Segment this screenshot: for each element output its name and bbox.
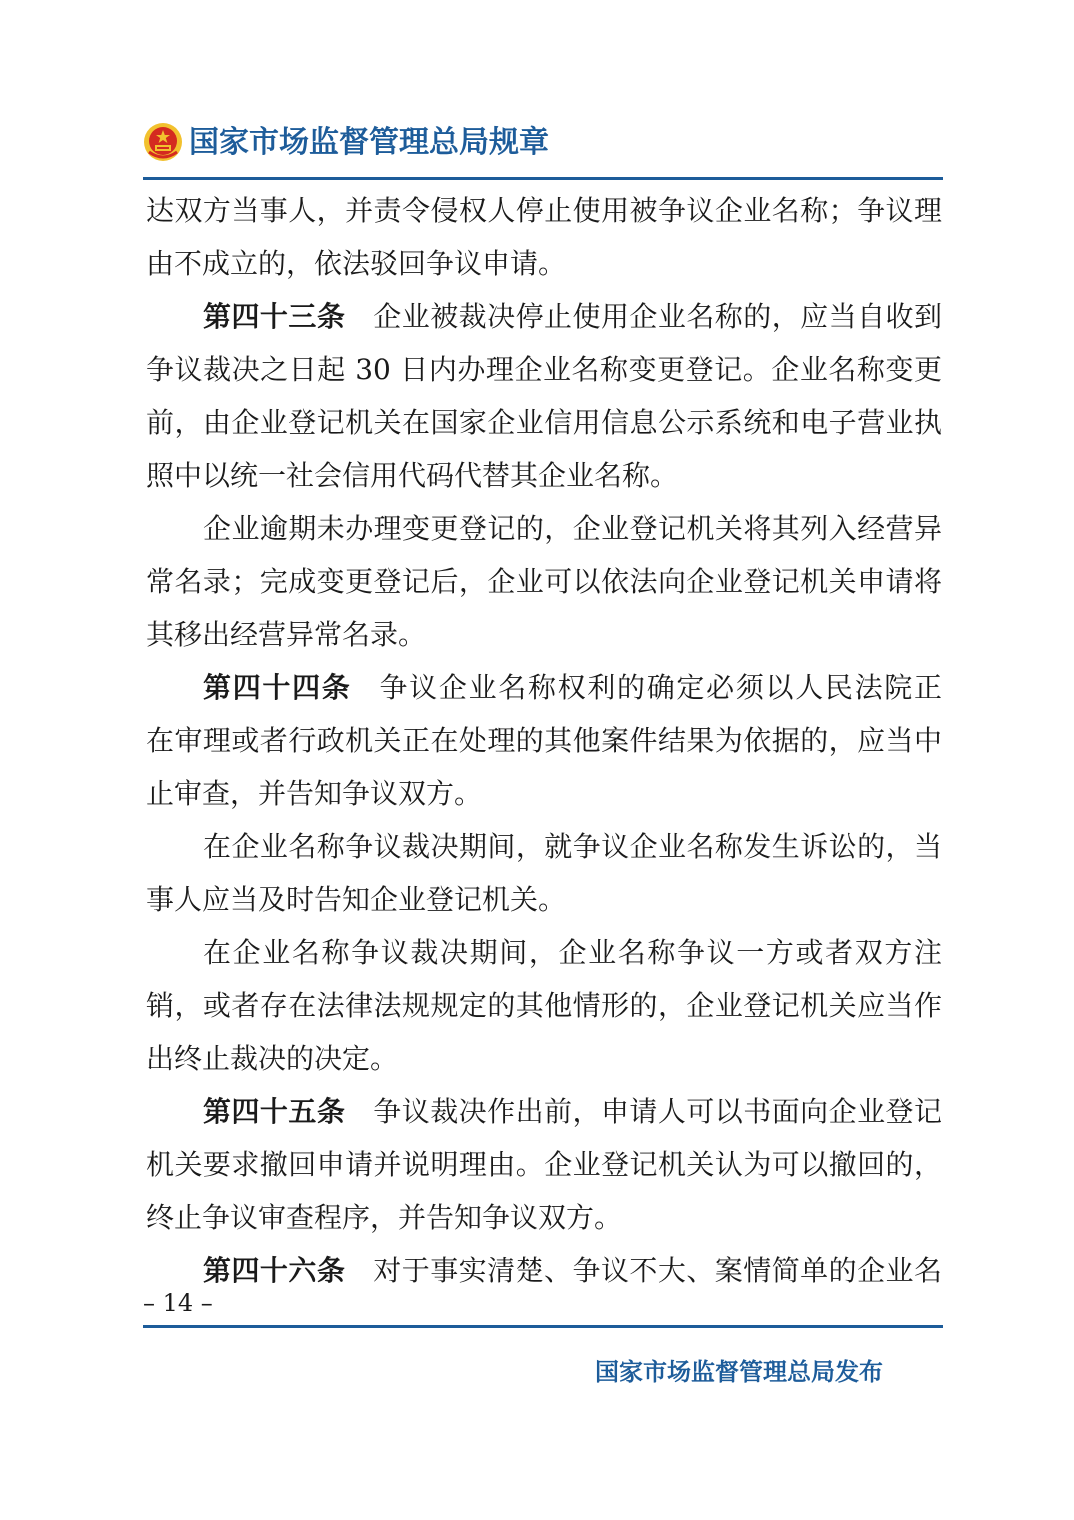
text-line: 出终止裁决的决定。 xyxy=(146,1042,399,1075)
text-line: 机关要求撤回申请并说明理由。企业登记机关认为可以撤回的， xyxy=(146,1148,942,1181)
national-emblem-icon xyxy=(143,122,183,162)
header-title: 国家市场监督管理总局规章 xyxy=(189,125,549,160)
text-line: 对于事实清楚、争议不大、案情简单的企业名 xyxy=(373,1254,942,1287)
text-line: 止审查，并告知争议双方。 xyxy=(146,777,483,810)
article-43-label: 第四十三条 xyxy=(203,300,346,333)
text-line: 终止争议审查程序，并告知争议双方。 xyxy=(146,1201,623,1234)
text-line: 企业逾期未办理变更登记的，企业登记机关将其列入经营异 xyxy=(203,512,942,545)
article-45-label: 第四十五条 xyxy=(203,1095,346,1128)
text-line: 前，由企业登记机关在国家企业信用信息公示系统和电子营业执 xyxy=(146,406,942,439)
text-line: 在企业名称争议裁决期间，就争议企业名称发生诉讼的，当 xyxy=(203,830,942,863)
text-line: 照中以统一社会信用代码代替其企业名称。 xyxy=(146,459,679,492)
article-44-label: 第四十四条 xyxy=(203,671,352,704)
text-line: 由不成立的，依法驳回争议申请。 xyxy=(146,247,567,280)
article-46-label: 第四十六条 xyxy=(203,1254,346,1287)
text-line: 争议企业名称权利的确定必须以人民法院正 xyxy=(379,671,942,704)
text-line: 企业被裁决停止使用企业名称的，应当自收到 xyxy=(373,300,942,333)
text-line: 在企业名称争议裁决期间，企业名称争议一方或者双方注 xyxy=(203,936,942,969)
text-line: 其移出经营异常名录。 xyxy=(146,618,427,651)
text-line: 争议裁决作出前，申请人可以书面向企业登记 xyxy=(373,1095,942,1128)
article-45-line xyxy=(146,1085,942,1138)
document-body xyxy=(146,184,942,1297)
text-line: 争议裁决之日起 30 日内办理企业名称变更登记。企业名称变更 xyxy=(146,353,942,386)
header-divider xyxy=(143,177,943,180)
page-header xyxy=(143,118,943,174)
article-46-line xyxy=(146,1244,942,1297)
text-line: 达双方当事人，并责令侵权人停止使用被争议企业名称；争议理 xyxy=(146,194,942,227)
text-line: 事人应当及时告知企业登记机关。 xyxy=(146,883,567,916)
text-line: 销，或者存在法律法规规定的其他情形的，企业登记机关应当作 xyxy=(146,989,942,1022)
footer-divider xyxy=(143,1325,943,1328)
text-line: 在审理或者行政机关正在处理的其他案件结果为依据的，应当中 xyxy=(146,724,942,757)
text-line: 常名录；完成变更登记后，企业可以依法向企业登记机关申请将 xyxy=(146,565,942,598)
article-44-line xyxy=(146,661,942,714)
footer-publisher: 国家市场监督管理总局发布 xyxy=(595,1358,883,1386)
page-number: – 14 – xyxy=(143,1289,213,1317)
article-43-line xyxy=(146,290,942,343)
